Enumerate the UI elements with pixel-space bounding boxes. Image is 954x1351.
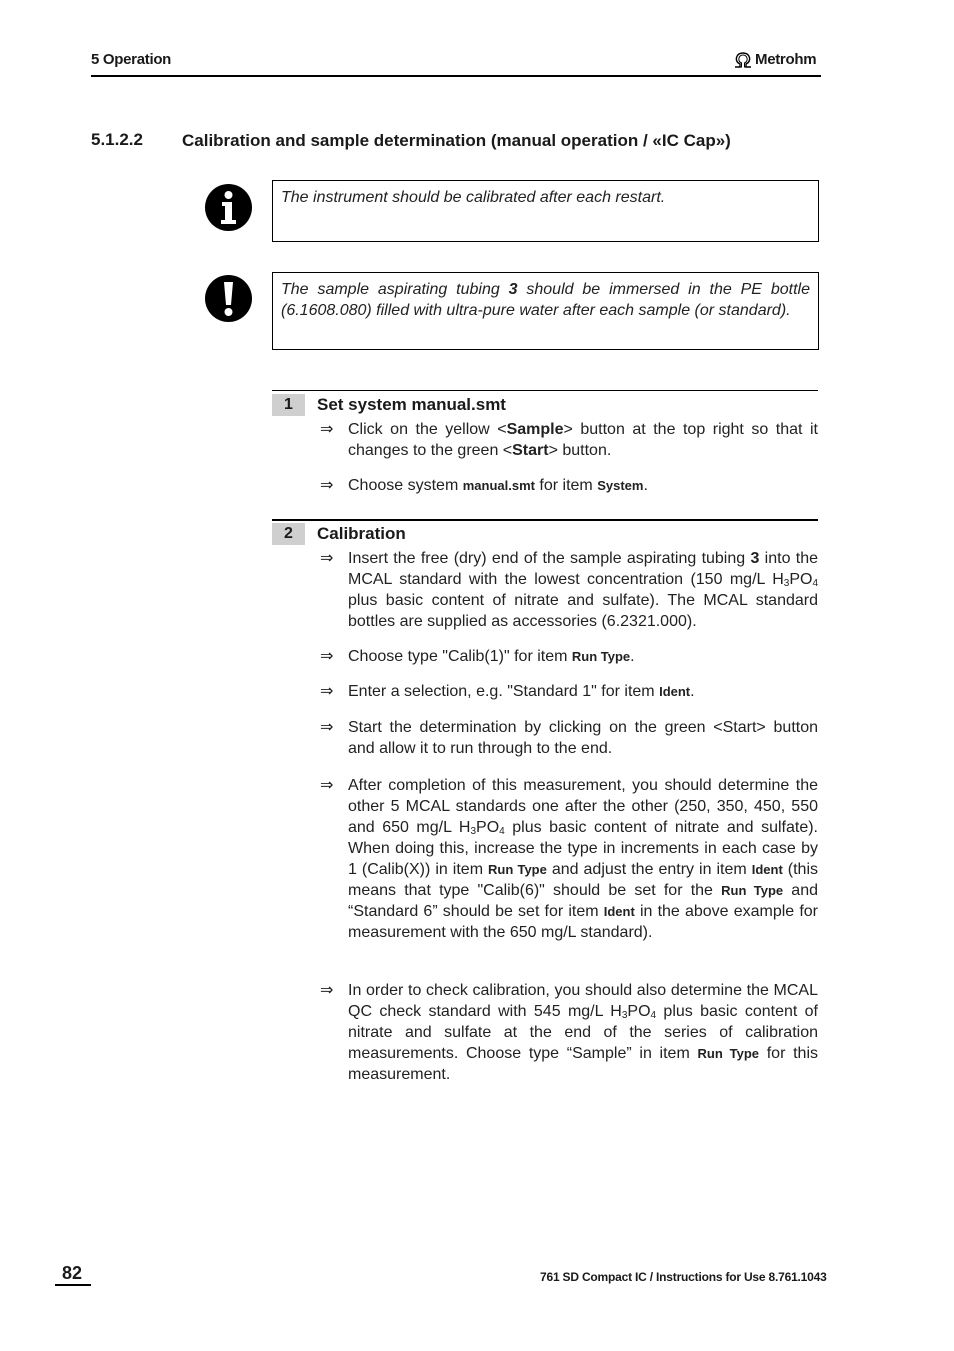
step2-bullet-6: ⇒ In order to check calibration, you should also determine the MCAL QC check standard with 545 mg/L $H_3PO_4$ plus basic content of nitrate and sulfate at the end of the series of calibration measurements. Choose type “Sample” in item Run Type for this measurement. bbox=[320, 982, 818, 1083]
brand-logo bbox=[733, 51, 816, 68]
step2-number: 2 bbox=[272, 523, 305, 545]
header-rule bbox=[91, 75, 821, 77]
step1-bullet-2: ⇒ Choose system manual.smt for item System. bbox=[320, 477, 648, 494]
arrow-icon: ⇒ bbox=[320, 683, 334, 700]
brand-name: Metrohm bbox=[755, 51, 817, 68]
step2-bullet-2: ⇒ Choose type "Calib(1)" for item Run Type. bbox=[320, 648, 635, 665]
step1-bullet-1: ⇒ Click on the yellow <Sample> button at the top right so that it changes to the green <Start> button. bbox=[320, 421, 818, 459]
step2-bullet-4: ⇒ Start the determination by clicking on the green <Start> button and allow it to run through to the end. bbox=[320, 719, 818, 757]
section-number: 5.1.2.2 bbox=[91, 130, 143, 149]
arrow-icon: ⇒ bbox=[320, 777, 334, 794]
section-title: Calibration and sample determination (manual operation / «IC Cap») bbox=[182, 131, 731, 150]
arrow-icon: ⇒ bbox=[320, 550, 334, 567]
arrow-icon: ⇒ bbox=[320, 421, 334, 438]
header-section: 5 Operation bbox=[91, 51, 172, 68]
tubing-number: 3 bbox=[508, 281, 518, 298]
arrow-icon: ⇒ bbox=[320, 648, 334, 665]
step2-bullet-3: ⇒ Enter a selection, e.g. "Standard 1" for item Ident. bbox=[320, 683, 695, 700]
step1-number: 1 bbox=[272, 394, 305, 416]
document-id: 761 SD Compact IC / Instructions for Use 8.761.1043 bbox=[540, 1270, 827, 1284]
step1-title: Set system manual.smt bbox=[317, 395, 506, 414]
step2-title: Calibration bbox=[317, 524, 406, 543]
arrow-icon: ⇒ bbox=[320, 982, 334, 999]
footer-rule bbox=[55, 1284, 91, 1286]
arrow-icon: ⇒ bbox=[320, 477, 334, 494]
warning-icon bbox=[205, 275, 252, 322]
step2-bullet-1: ⇒ Insert the free (dry) end of the sample aspirating tubing 3 into the MCAL standard with the lowest concentration (150 mg/L $H_3PO_4$ plus basic content of nitrate and sulfate). The MCAL standard bottles are supplied as accessories (6.2321.000). bbox=[320, 550, 818, 630]
omega-logo-icon bbox=[733, 52, 753, 68]
page-number: 82 bbox=[62, 1263, 83, 1283]
info-note: The instrument should be calibrated after each restart. bbox=[272, 180, 819, 242]
step1-rule bbox=[272, 390, 818, 391]
arrow-icon: ⇒ bbox=[320, 719, 334, 736]
step2-rule bbox=[272, 519, 818, 521]
warning-note: The sample aspirating tubing 3 should be immersed in the PE bottle (6.1608.080) filled with ultra-pure water after each sample (or standard). bbox=[272, 272, 819, 350]
info-icon bbox=[205, 184, 252, 231]
step2-bullet-5: ⇒ After completion of this measurement, you should determine the other 5 MCAL standards one after the other (250, 350, 450, 550 and 650 mg/L $H_3PO_4$ plus basic content of nitrate and sulfate). When doing this, increase the type in increments in each case by 1 (Calib(X)) in item Run Type and adjust the entry in item Ident (this means that type "Calib(6)" should be set for the Run Type and “Standard 6” should be set for item Ident in the above example for measurement with the 650 mg/L standard). bbox=[320, 777, 819, 941]
